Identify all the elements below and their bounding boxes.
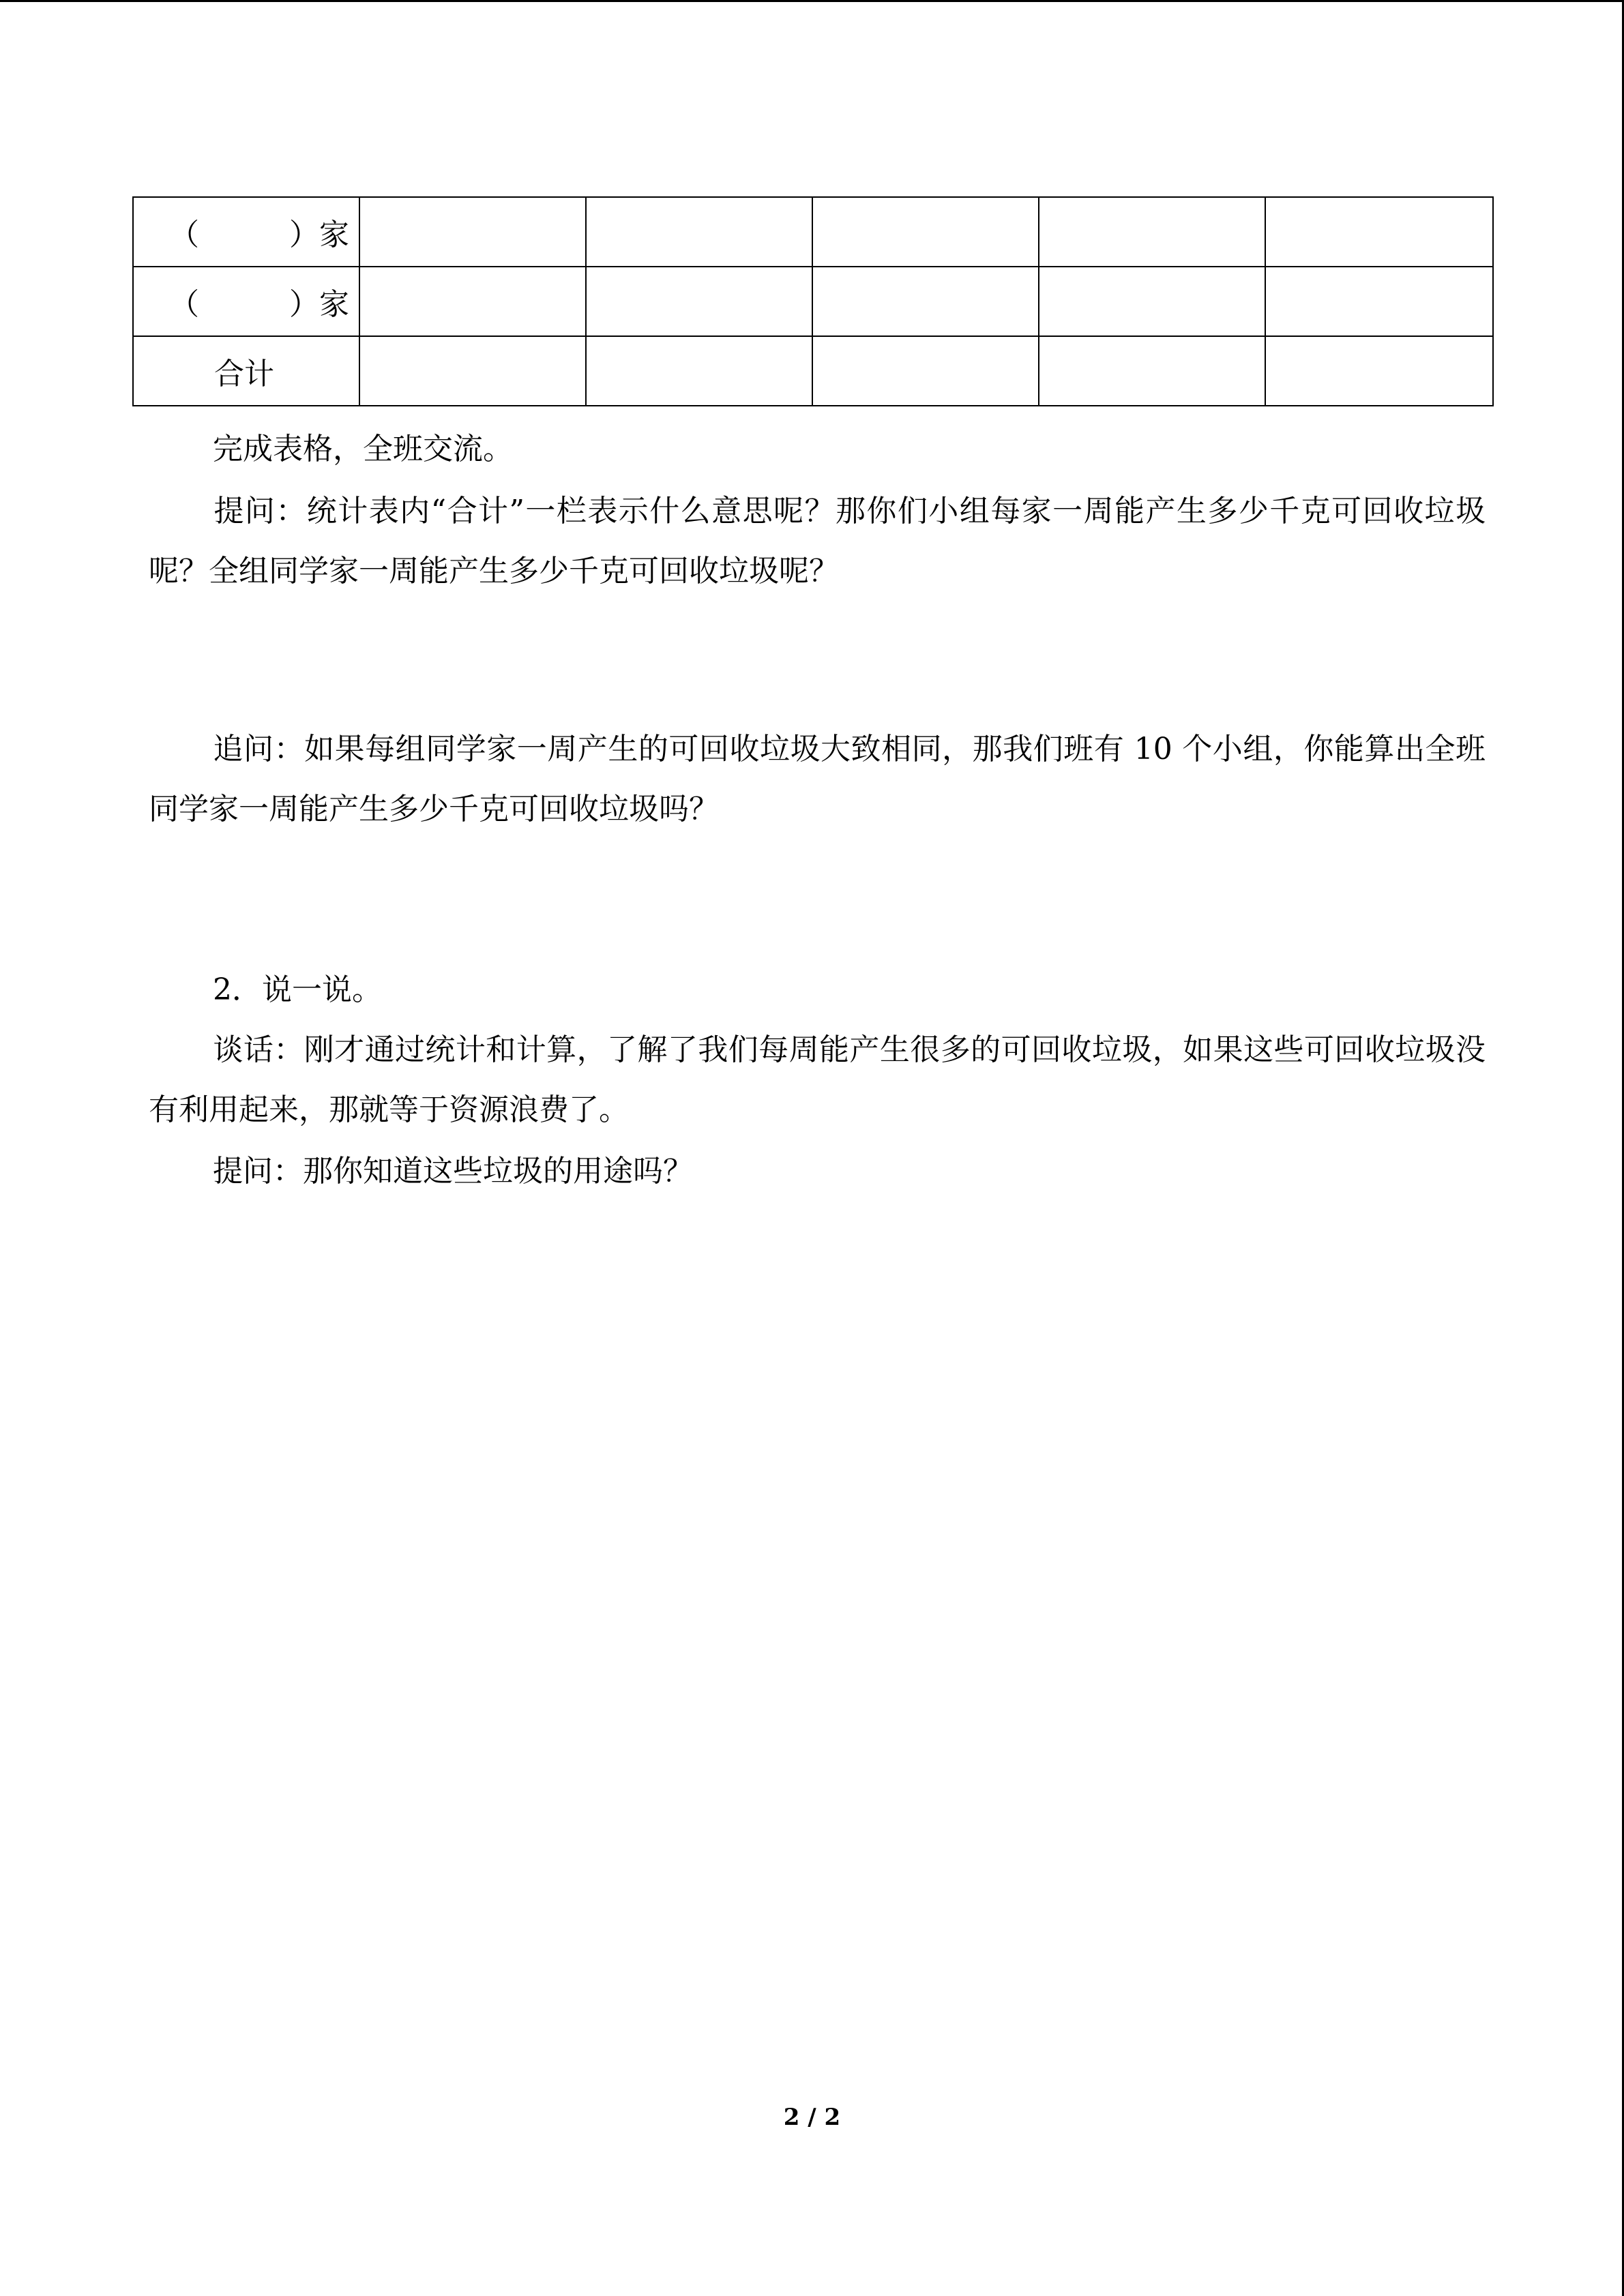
table-cell[interactable]	[812, 197, 1039, 267]
table-cell[interactable]	[1265, 197, 1493, 267]
paragraph-text: 追问：如果每组同学家一周产生的可回收垃圾大致相同，那我们班有 10 个小组，你能算出全班同学家一周能产生多少千克可回收垃圾吗？	[149, 732, 1486, 826]
paragraph-text: 提问：那你知道这些垃圾的用途吗？	[213, 1154, 693, 1189]
paragraph-complete-table	[149, 419, 1486, 479]
paragraph-text: 提问：统计表内“合计”一栏表示什么意思呢？那你们小组每家一周能产生多少千克可回收垃圾呢？全组同学家一周能产生多少千克可回收垃圾呢？	[149, 494, 1486, 588]
table-cell[interactable]	[586, 197, 812, 267]
paragraph-question-total	[149, 481, 1486, 601]
table-row-total	[133, 336, 1493, 406]
section-heading-talk	[149, 960, 1486, 1020]
paragraph-question-usage	[149, 1142, 1486, 1202]
page-top-border	[0, 0, 1624, 2]
table-cell[interactable]	[1039, 267, 1265, 336]
table-cell[interactable]	[586, 336, 812, 406]
table-row	[133, 197, 1493, 267]
paragraph-text: 完成表格，全班交流。	[213, 432, 513, 466]
table-cell[interactable]	[1265, 336, 1493, 406]
table-cell[interactable]	[1265, 267, 1493, 336]
table-cell[interactable]	[1039, 197, 1265, 267]
table-cell[interactable]	[1039, 336, 1265, 406]
table-cell[interactable]	[586, 267, 812, 336]
table-cell[interactable]	[812, 267, 1039, 336]
page-number: 2 / 2	[783, 2104, 841, 2131]
table-cell[interactable]	[812, 336, 1039, 406]
paragraph-talk	[149, 1020, 1486, 1140]
table-cell[interactable]	[359, 197, 586, 267]
table-cell[interactable]	[359, 336, 586, 406]
paragraph-text: 谈话：刚才通过统计和计算，了解了我们每周能产生很多的可回收垃圾，如果这些可回收垃圾没有利用起来，那就等于资源浪费了。	[149, 1032, 1486, 1127]
row-label-family: （ ）家	[133, 197, 359, 267]
row-label-total: 合计	[133, 336, 359, 406]
row-label-family: （ ）家	[133, 267, 359, 336]
statistics-table	[132, 196, 1494, 406]
table-row	[133, 267, 1493, 336]
paragraph-follow-up-question	[149, 719, 1486, 839]
table-cell[interactable]	[359, 267, 586, 336]
paragraph-text: 2．说一说。	[213, 972, 382, 1007]
